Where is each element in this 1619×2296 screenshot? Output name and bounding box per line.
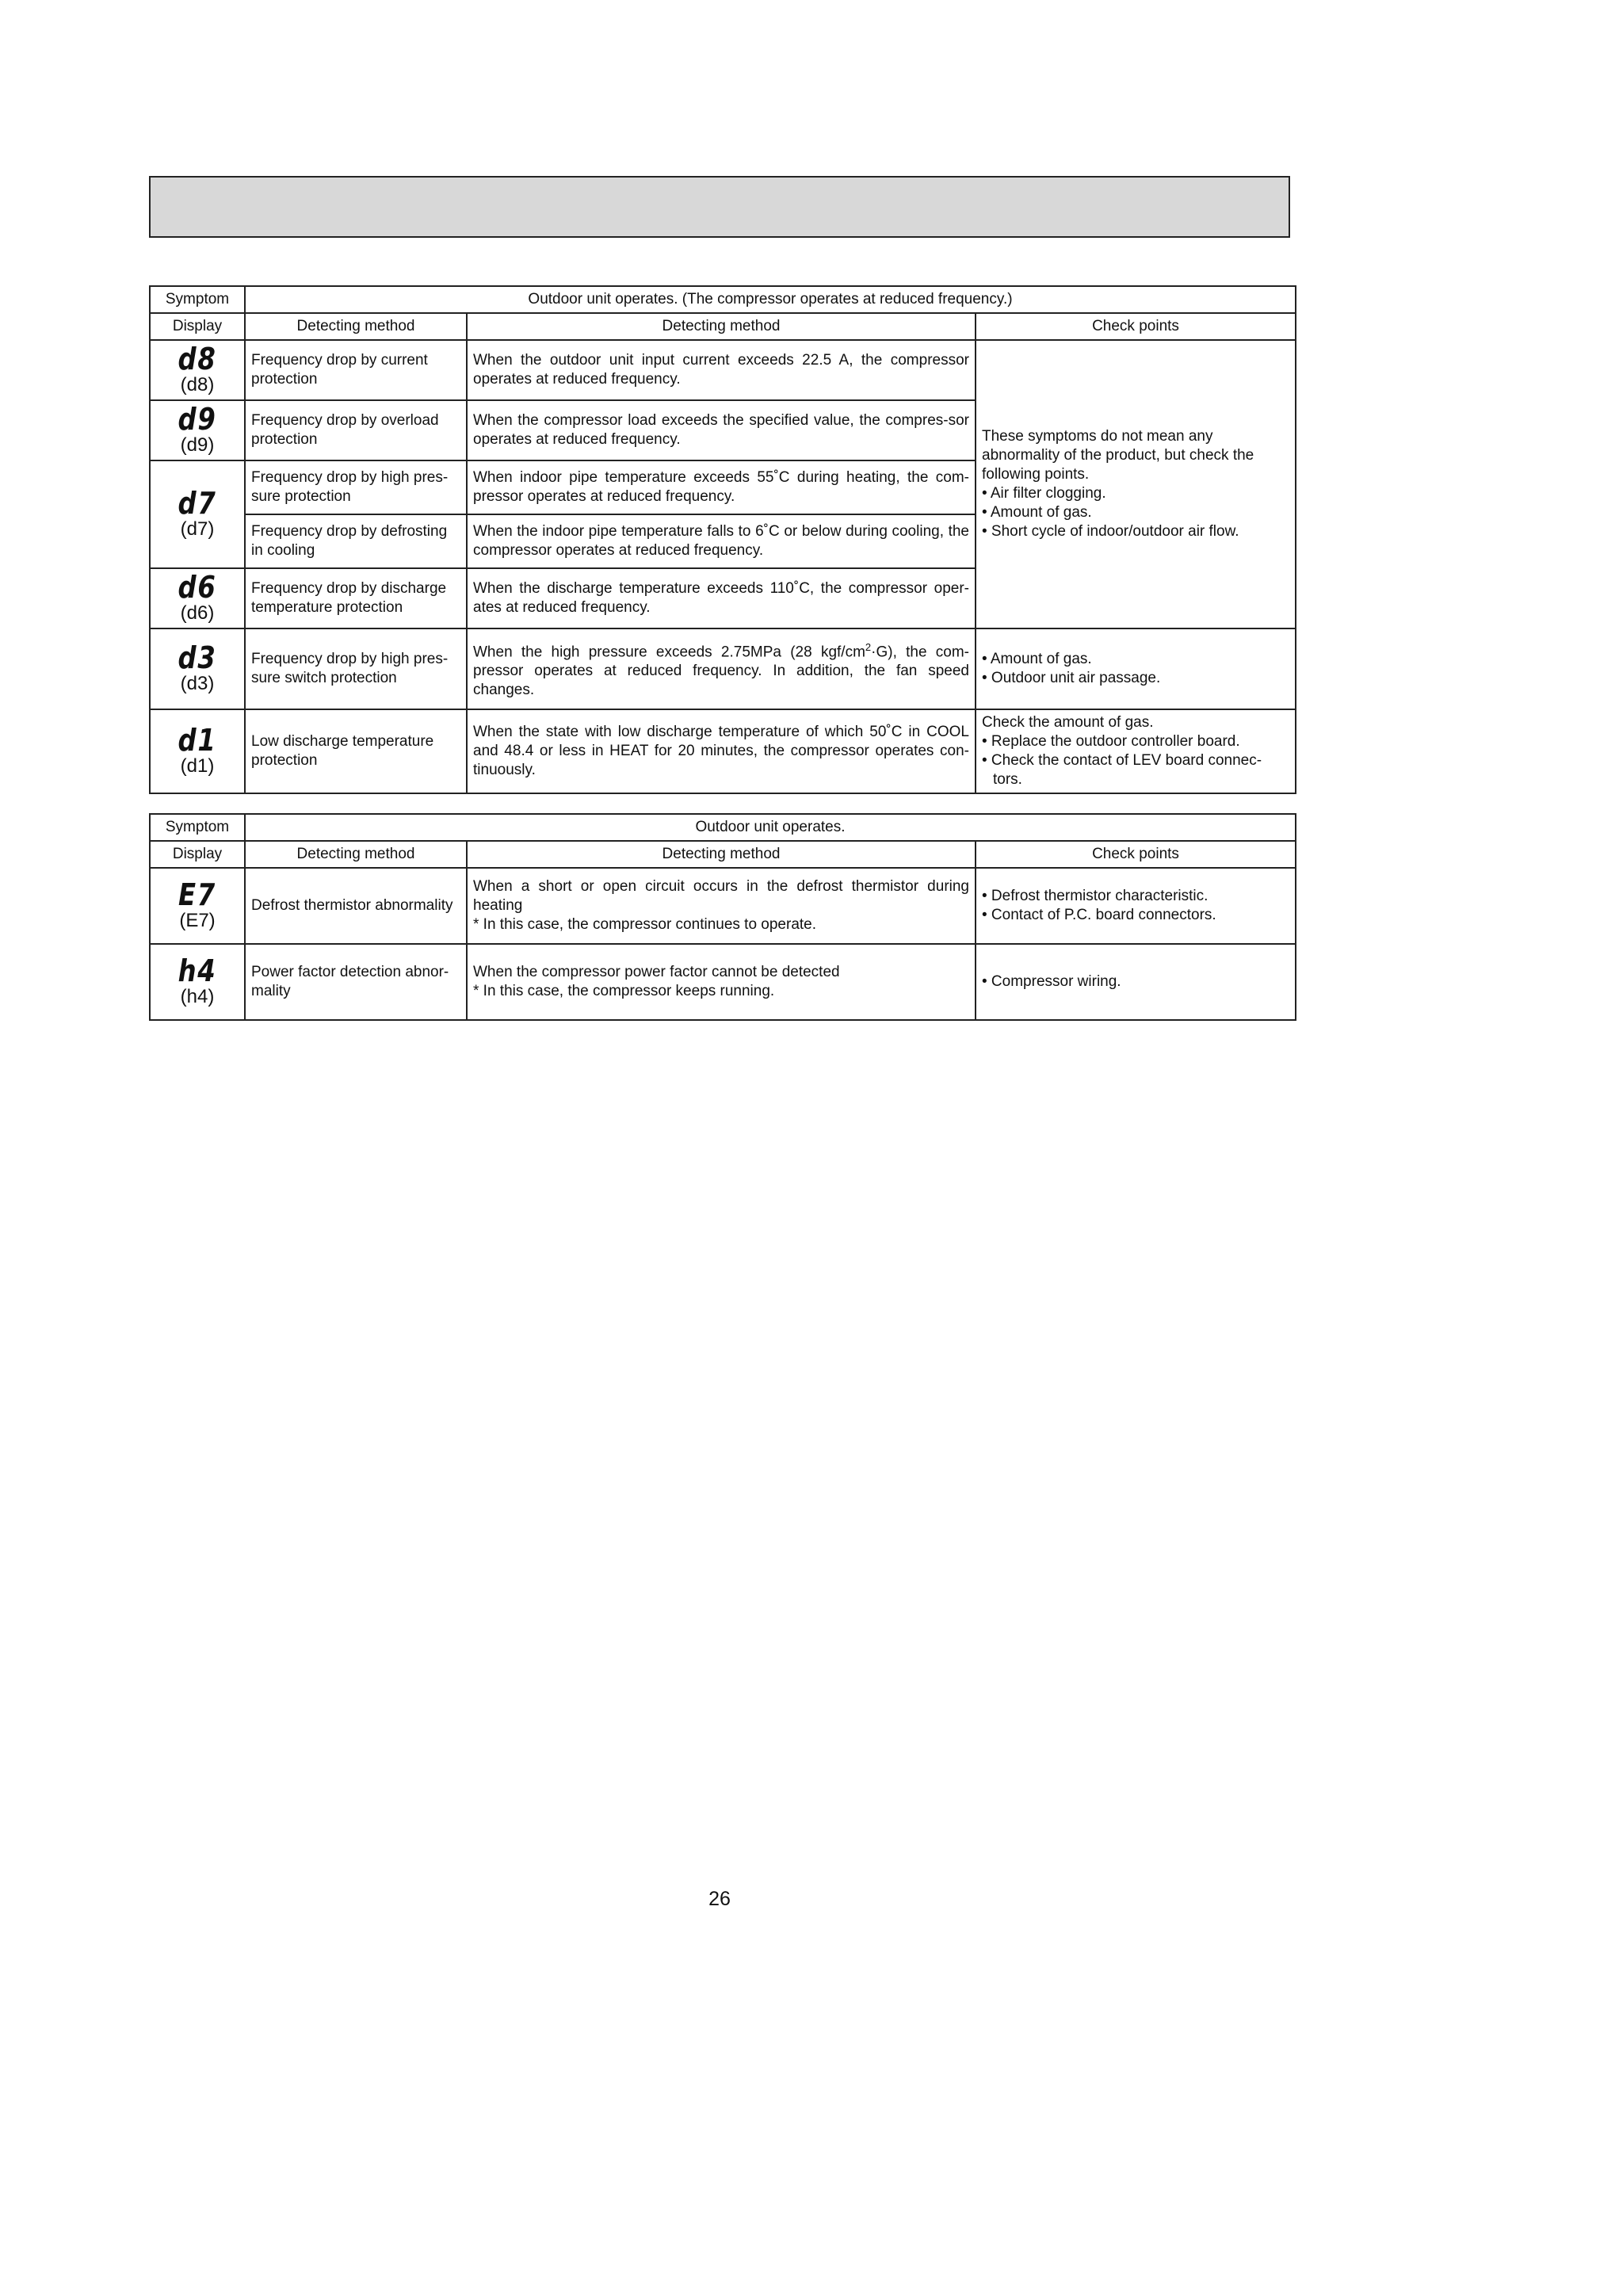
column-header-display: Display [150,841,245,868]
detecting-method: Frequency drop by defrosting in cooling [245,514,467,568]
display-code-label: (E7) [179,910,216,931]
check-point-item: • Short cycle of indoor/outdoor air flow. [982,523,1239,540]
description-text: When a short or open circuit occurs in the defrost thermistor during heating [473,878,969,914]
detecting-description: When the outdoor unit input current exceeds 22.5 A, the compressor operates at reduced frequency. [467,340,976,400]
check-point-item: • Outdoor unit air passage. [982,670,1161,686]
table-row [150,814,1296,841]
detecting-description [467,628,976,709]
display-cell [150,944,245,1020]
check-points-cell [976,868,1296,944]
check-point-item: • Defrost thermistor characteristic. [982,888,1209,904]
symptom-label: Symptom [150,286,245,313]
symptom-label: Symptom [150,814,245,841]
display-cell [150,628,245,709]
table-row [150,340,1296,400]
check-point-item: • Replace the outdoor controller board. [982,733,1240,750]
detecting-description [467,944,976,1020]
symptom-text: Outdoor unit operates. (The compressor operates at reduced frequency.) [245,286,1296,313]
description-text: When the compressor power factor cannot be detected [473,964,840,980]
column-header-check-points: Check points [976,313,1296,340]
check-point-item: • Amount of gas. [982,504,1092,521]
table-header-row [150,313,1296,340]
check-point-item: • Air filter clogging. [982,485,1106,502]
display-code-label: (d6) [180,602,215,624]
column-header-check-points: Check points [976,841,1296,868]
detecting-description: When indoor pipe temperature exceeds 55˚C during heating, the com-pressor operates at reduced frequency. [467,460,976,514]
superscript: 2 [865,640,872,653]
detecting-description: When the indoor pipe temperature falls to 6˚C or below during cooling, the compressor operates at reduced frequency. [467,514,976,568]
table-row [150,628,1296,709]
detecting-method: Frequency drop by current protection [245,340,467,400]
check-point-item: • Compressor wiring. [982,973,1121,990]
check-points-cell [976,628,1296,709]
segment-display-code: E7 [178,877,216,912]
segment-display-code: d9 [178,402,217,437]
table-row [150,709,1296,793]
table-reduced-frequency [149,285,1296,794]
detecting-method: Frequency drop by high pres-sure switch protection [245,628,467,709]
symptom-text: Outdoor unit operates. [245,814,1296,841]
display-cell [150,460,245,568]
column-header-detecting-method: Detecting method [245,313,467,340]
display-code-label: (d3) [180,673,215,694]
column-header-detecting-method: Detecting method [245,841,467,868]
detecting-method: Frequency drop by discharge temperature protection [245,568,467,628]
segment-display-code: d6 [178,570,217,605]
display-code-label: (d1) [180,755,215,777]
detecting-description [467,868,976,944]
segment-display-code: d8 [178,342,217,376]
description-text: When the high pressure exceeds 2.75MPa (28 kgf/cm [473,644,865,661]
detecting-description: When the state with low discharge temperature of which 50˚C in COOL and 48.4 or less in HEAT for 20 minutes, the compressor operates con-tinuously. [467,709,976,793]
column-header-detecting-method: Detecting method [467,841,976,868]
check-points-cell [976,709,1296,793]
display-cell [150,340,245,400]
detecting-description: When the discharge temperature exceeds 110˚C, the compressor oper-ates at reduced frequency. [467,568,976,628]
display-code-label: (d7) [180,518,215,540]
check-points-cell [976,944,1296,1020]
display-code-label: (d9) [180,434,215,456]
page-number: 26 [708,1888,731,1910]
description-note: * In this case, the compressor keeps running. [473,983,775,999]
display-cell [150,868,245,944]
display-code-label: (d8) [180,374,215,395]
display-cell [150,400,245,460]
display-cell [150,709,245,793]
display-code-label: (h4) [180,986,215,1007]
segment-display-code: d3 [178,640,217,675]
detecting-method: Defrost thermistor abnormality [245,868,467,944]
check-points-cell [976,340,1296,628]
check-point-item: • Contact of P.C. board connectors. [982,907,1216,923]
display-cell [150,568,245,628]
detecting-method: Frequency drop by overload protection [245,400,467,460]
check-points-intro: These symptoms do not mean any abnormality of the product, but check the following points. [982,428,1254,483]
detecting-description: When the compressor load exceeds the specified value, the compres-sor operates at reduced frequency. [467,400,976,460]
segment-display-code: h4 [178,953,217,988]
table-outdoor-unit-operates [149,813,1296,1021]
check-point-item: Check the amount of gas. [982,714,1154,731]
column-header-display: Display [150,313,245,340]
segment-display-code: d7 [178,486,217,521]
detecting-method: Power factor detection abnor-mality [245,944,467,1020]
table-row [150,286,1296,313]
detecting-method: Low discharge temperature protection [245,709,467,793]
table-header-row [150,841,1296,868]
column-header-detecting-method: Detecting method [467,313,976,340]
table-row [150,868,1296,944]
check-point-item: • Amount of gas. [982,651,1092,667]
segment-display-code: d1 [178,723,217,758]
description-text: ·G), the com-pressor operates at reduced frequency. In addition, the fan speed changes. [473,644,969,699]
section-header-bar [149,176,1290,238]
detecting-method: Frequency drop by high pres-sure protection [245,460,467,514]
check-point-item: • Check the contact of LEV board connec-tors. [982,752,1262,788]
description-note: * In this case, the compressor continues to operate. [473,916,817,933]
table-row [150,944,1296,1020]
